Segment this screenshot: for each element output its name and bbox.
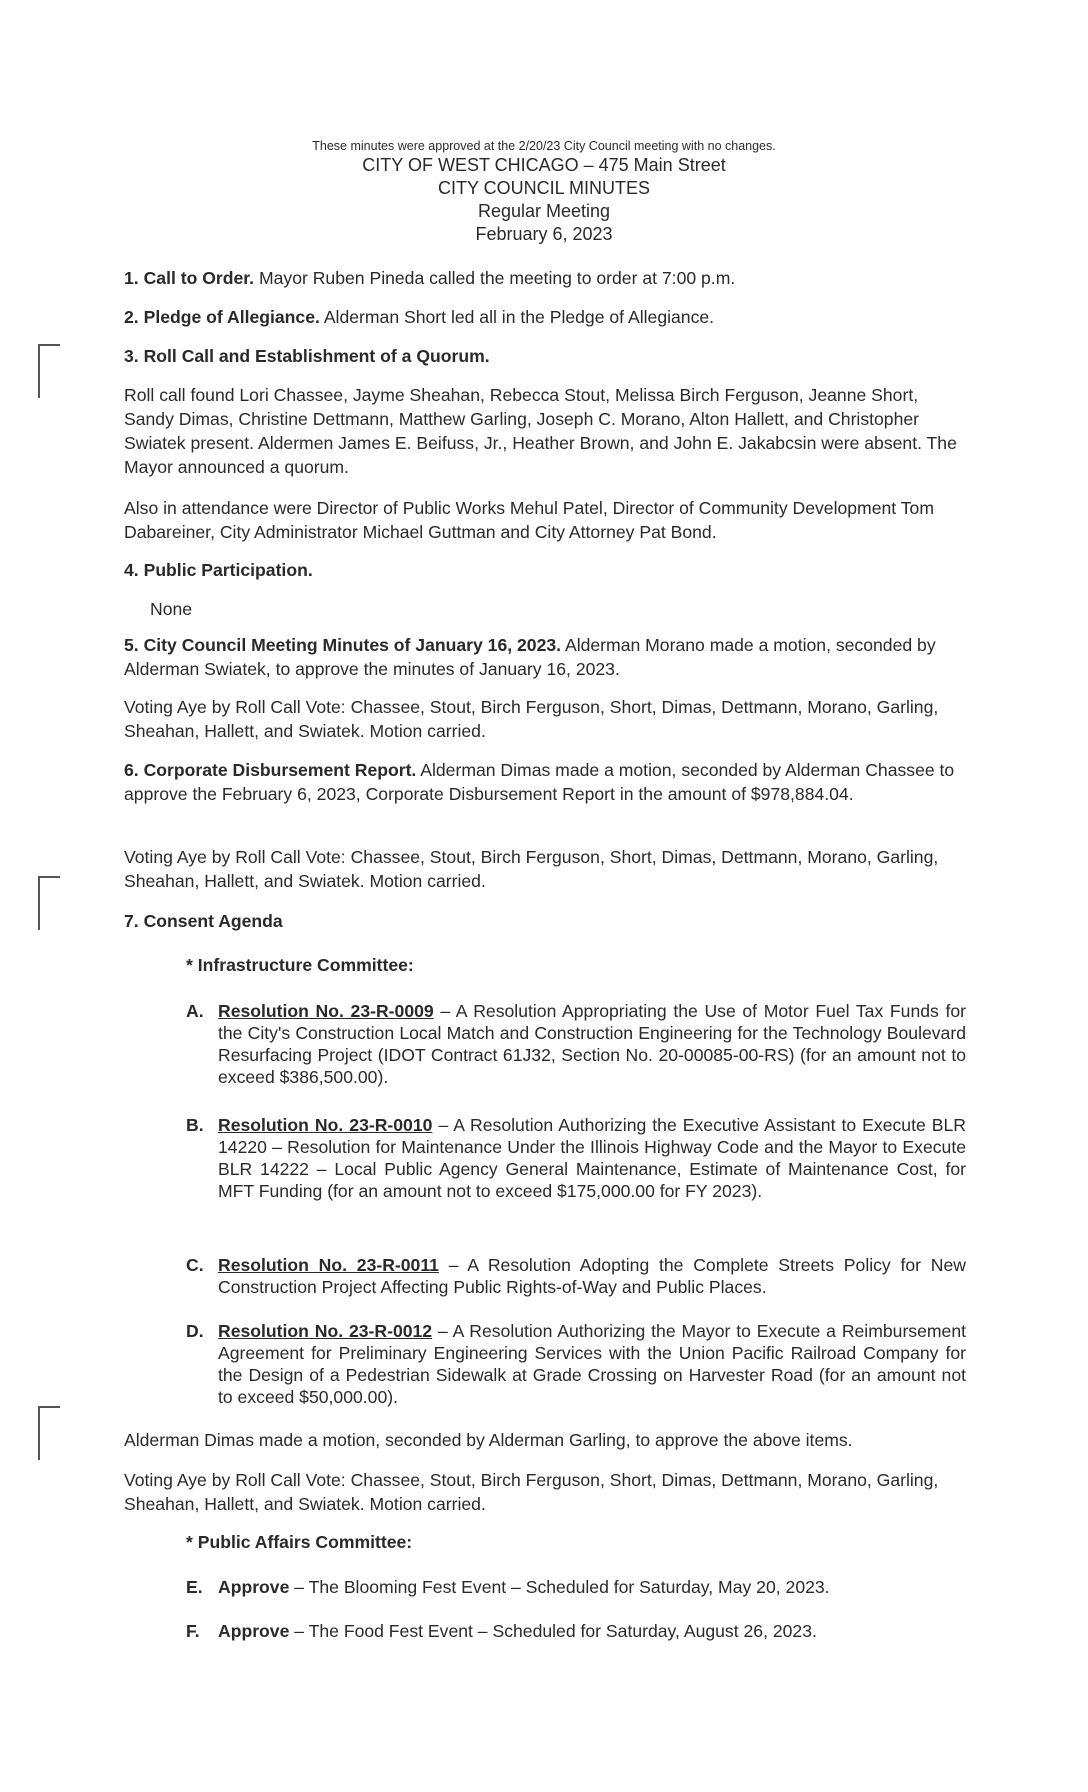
item-letter: F.	[186, 1621, 200, 1641]
item-text: – A Resolution Adopting the Complete Streets Policy for New Construction Project Affecting Public Rights-of-Way and Public Places.	[218, 1255, 966, 1297]
attendance-paragraph: Also in attendance were Director of Public Works Mehul Patel, Director of Community Development Tom Dabareiner, City Administrator Michael Guttman and City Attorney Pat Bond.	[124, 498, 934, 542]
item-text: – A Resolution Appropriating the Use of Motor Fuel Tax Funds for the City's Construction Local Match and Construction Engineering for the Technology Boulevard Resurfacing Project (IDOT Contract 61J32, Section No. 20-00085-00-RS) (for an amount not to exceed $386,500.00).	[218, 1001, 967, 1087]
section-heading: Consent Agenda	[143, 911, 283, 931]
section-roll-call-heading	[124, 344, 966, 368]
section-number: 1.	[124, 268, 139, 288]
header-city-address: CITY OF WEST CHICAGO – 475 Main Street	[362, 155, 726, 175]
document-header	[0, 138, 1088, 246]
roll-call-paragraph: Roll call found Lori Chassee, Jayme Sheahan, Rebecca Stout, Melissa Birch Ferguson, Jeanne Short, Sandy Dimas, Christine Dettmann, Matthew Garling, Joseph C. Morano, Alton Hallett, and Christopher Swiatek present. Aldermen James E. Beifuss, Jr., Heather Brown, and John E. Jakabcsin were absent. The Mayor announced a quorum.	[124, 385, 957, 477]
section-call-to-order: 1. Call to Order. Mayor Ruben Pineda called the meeting to order at 7:00 p.m.	[124, 268, 736, 288]
item-text: – The Blooming Fest Event – Scheduled for Saturday, May 20, 2023.	[289, 1577, 830, 1597]
item-action: Approve	[218, 1577, 290, 1597]
section-number: 3.	[124, 346, 139, 366]
section-public-participation	[124, 558, 966, 582]
section-pledge	[124, 305, 966, 329]
section-text: Alderman Short led all in the Pledge of Allegiance.	[323, 307, 715, 327]
resolution-number: Resolution No. 23-R-0011	[218, 1255, 439, 1275]
consent-item-c	[186, 1254, 966, 1298]
section-heading: Public Participation.	[143, 560, 313, 580]
public-affairs-committee-heading: * Public Affairs Committee:	[186, 1532, 413, 1552]
roll-call-vote: Voting Aye by Roll Call Vote: Chassee, Stout, Birch Ferguson, Short, Dimas, Dettmann, Morano, Garling, Sheahan, Hallett, and Swiatek. Motion carried.	[124, 697, 939, 741]
item-text: – A Resolution Authorizing the Executive Assistant to Execute BLR 14220 – Resolution for Maintenance Under the Illinois Highway Code and the Mayor to Execute BLR 14222 – Local Public Agency General Maintenance, Estimate of Maintenance Cost, for MFT Funding (for an amount not to exceed $175,000.00 for FY 2023).	[218, 1115, 966, 1201]
section-number: 4.	[124, 560, 139, 580]
header-date: February 6, 2023	[475, 224, 613, 244]
item-letter: D.	[186, 1321, 204, 1341]
section-number: 7.	[124, 911, 139, 931]
section-heading: City Council Meeting Minutes of January 16, 2023.	[143, 635, 562, 655]
scan-bracket-mark	[38, 344, 60, 398]
header-meeting-type: Regular Meeting	[477, 201, 611, 221]
resolution-number: Resolution No. 23-R-0010	[218, 1115, 433, 1135]
consent-item-a	[186, 1000, 966, 1088]
scan-bracket-mark	[38, 876, 60, 930]
item-letter: B.	[186, 1115, 204, 1135]
consent-motion: Alderman Dimas made a motion, seconded by Alderman Garling, to approve the above items.	[124, 1430, 853, 1450]
section-consent-agenda	[124, 909, 966, 933]
resolution-number: Resolution No. 23-R-0012	[218, 1321, 433, 1341]
item-text: – A Resolution Authorizing the Mayor to Execute a Reimbursement Agreement for Preliminary Engineering Services with the Union Pacific Railroad Company for the Design of a Pedestrian Sidewalk at Grade Crossing on Harvester Road (for an amount not to exceed $50,000.00).	[218, 1321, 966, 1407]
roll-call-vote: Voting Aye by Roll Call Vote: Chassee, Stout, Birch Ferguson, Short, Dimas, Dettmann, Morano, Garling, Sheahan, Hallett, and Swiatek. Motion carried.	[124, 847, 939, 891]
item-action: Approve	[218, 1621, 290, 1641]
section-text: Alderman Morano made a motion, seconded by Alderman Swiatek, to approve the minutes of January 16, 2023.	[124, 635, 936, 679]
item-letter: E.	[186, 1577, 203, 1597]
consent-item-f	[186, 1620, 966, 1642]
section-heading: Corporate Disbursement Report.	[143, 760, 417, 780]
section-heading: Roll Call and Establishment of a Quorum.	[143, 346, 490, 366]
scan-bracket-mark	[38, 1406, 60, 1460]
roll-call-vote: Voting Aye by Roll Call Vote: Chassee, Stout, Birch Ferguson, Short, Dimas, Dettmann, Morano, Garling, Sheahan, Hallett, and Swiatek. Motion carried.	[124, 1470, 939, 1514]
item-letter: A.	[186, 1001, 204, 1021]
section-number: 6.	[124, 760, 139, 780]
consent-item-e	[186, 1576, 966, 1598]
consent-item-d	[186, 1320, 966, 1408]
item-text: – The Food Fest Event – Scheduled for Saturday, August 26, 2023.	[289, 1621, 817, 1641]
section-heading: Pledge of Allegiance.	[143, 307, 320, 327]
section-minutes-approval	[124, 633, 966, 681]
resolution-number: Resolution No. 23-R-0009	[218, 1001, 434, 1021]
section-number: 2.	[124, 307, 139, 327]
public-participation-text: None	[150, 599, 193, 619]
item-letter: C.	[186, 1255, 204, 1275]
section-heading: Call to Order	[143, 268, 250, 288]
infrastructure-committee-heading: * Infrastructure Committee:	[186, 955, 414, 975]
section-text: Alderman Dimas made a motion, seconded by Alderman Chassee to approve the February 6, 2023, Corporate Disbursement Report in the amount of $978,884.04.	[124, 760, 955, 804]
approval-note: These minutes were approved at the 2/20/23 City Council meeting with no changes.	[312, 139, 776, 153]
section-number: 5.	[124, 635, 139, 655]
consent-item-b	[186, 1114, 966, 1202]
section-text: Mayor Ruben Pineda called the meeting to order at 7:00 p.m.	[258, 268, 736, 288]
header-title: CITY COUNCIL MINUTES	[437, 178, 651, 198]
section-disbursement-report	[124, 758, 966, 806]
